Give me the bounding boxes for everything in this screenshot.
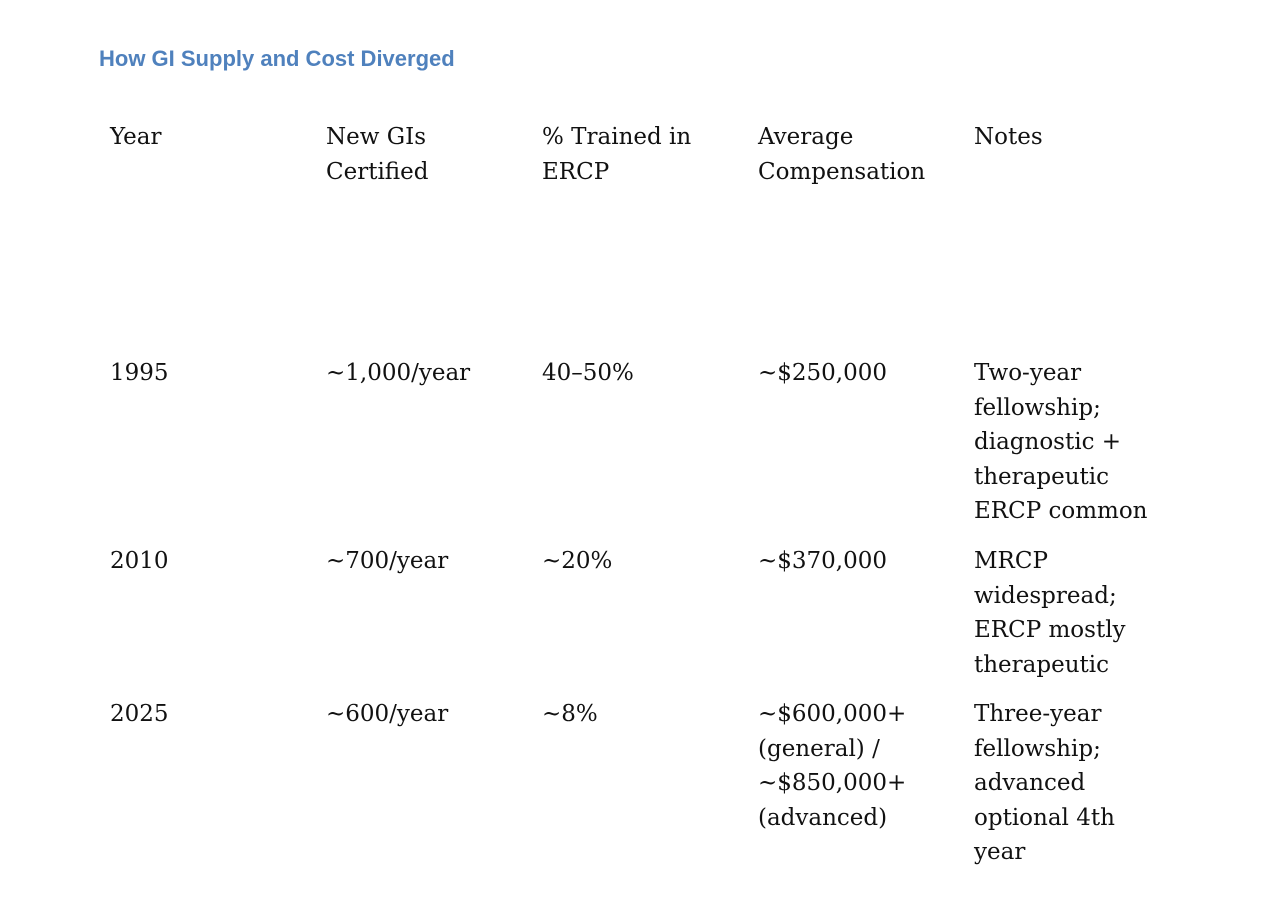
header-average-compensation: Average Compensation bbox=[758, 124, 926, 185]
header-percent-trained-ercp: % Trained in ERCP bbox=[542, 124, 692, 185]
cell-percent-ercp: ~20% bbox=[542, 548, 613, 574]
header-year: Year bbox=[110, 124, 162, 150]
header-notes: Notes bbox=[974, 124, 1043, 150]
cell-compensation: ~$370,000 bbox=[758, 548, 888, 574]
cell-year: 2010 bbox=[110, 548, 169, 574]
cell-compensation: ~$600,000+ (general) / ~$850,000+ (advanced) bbox=[758, 701, 907, 831]
document-title: How GI Supply and Cost Diverged bbox=[99, 46, 455, 71]
cell-notes: Three-year fellowship; advanced optional 4th year bbox=[974, 701, 1115, 865]
cell-percent-ercp: 40–50% bbox=[542, 360, 634, 386]
cell-new-gis: ~600/year bbox=[326, 701, 449, 727]
cell-year: 1995 bbox=[110, 360, 169, 386]
cell-percent-ercp: ~8% bbox=[542, 701, 598, 727]
cell-new-gis: ~700/year bbox=[326, 548, 449, 574]
header-new-gis-certified: New GIs Certified bbox=[326, 124, 429, 185]
cell-notes: MRCP widespread; ERCP mostly therapeutic bbox=[974, 548, 1126, 678]
cell-new-gis: ~1,000/year bbox=[326, 360, 471, 386]
cell-compensation: ~$250,000 bbox=[758, 360, 888, 386]
cell-notes: Two-year fellowship; diagnostic + therapeutic ERCP common bbox=[974, 360, 1148, 524]
cell-year: 2025 bbox=[110, 701, 169, 727]
